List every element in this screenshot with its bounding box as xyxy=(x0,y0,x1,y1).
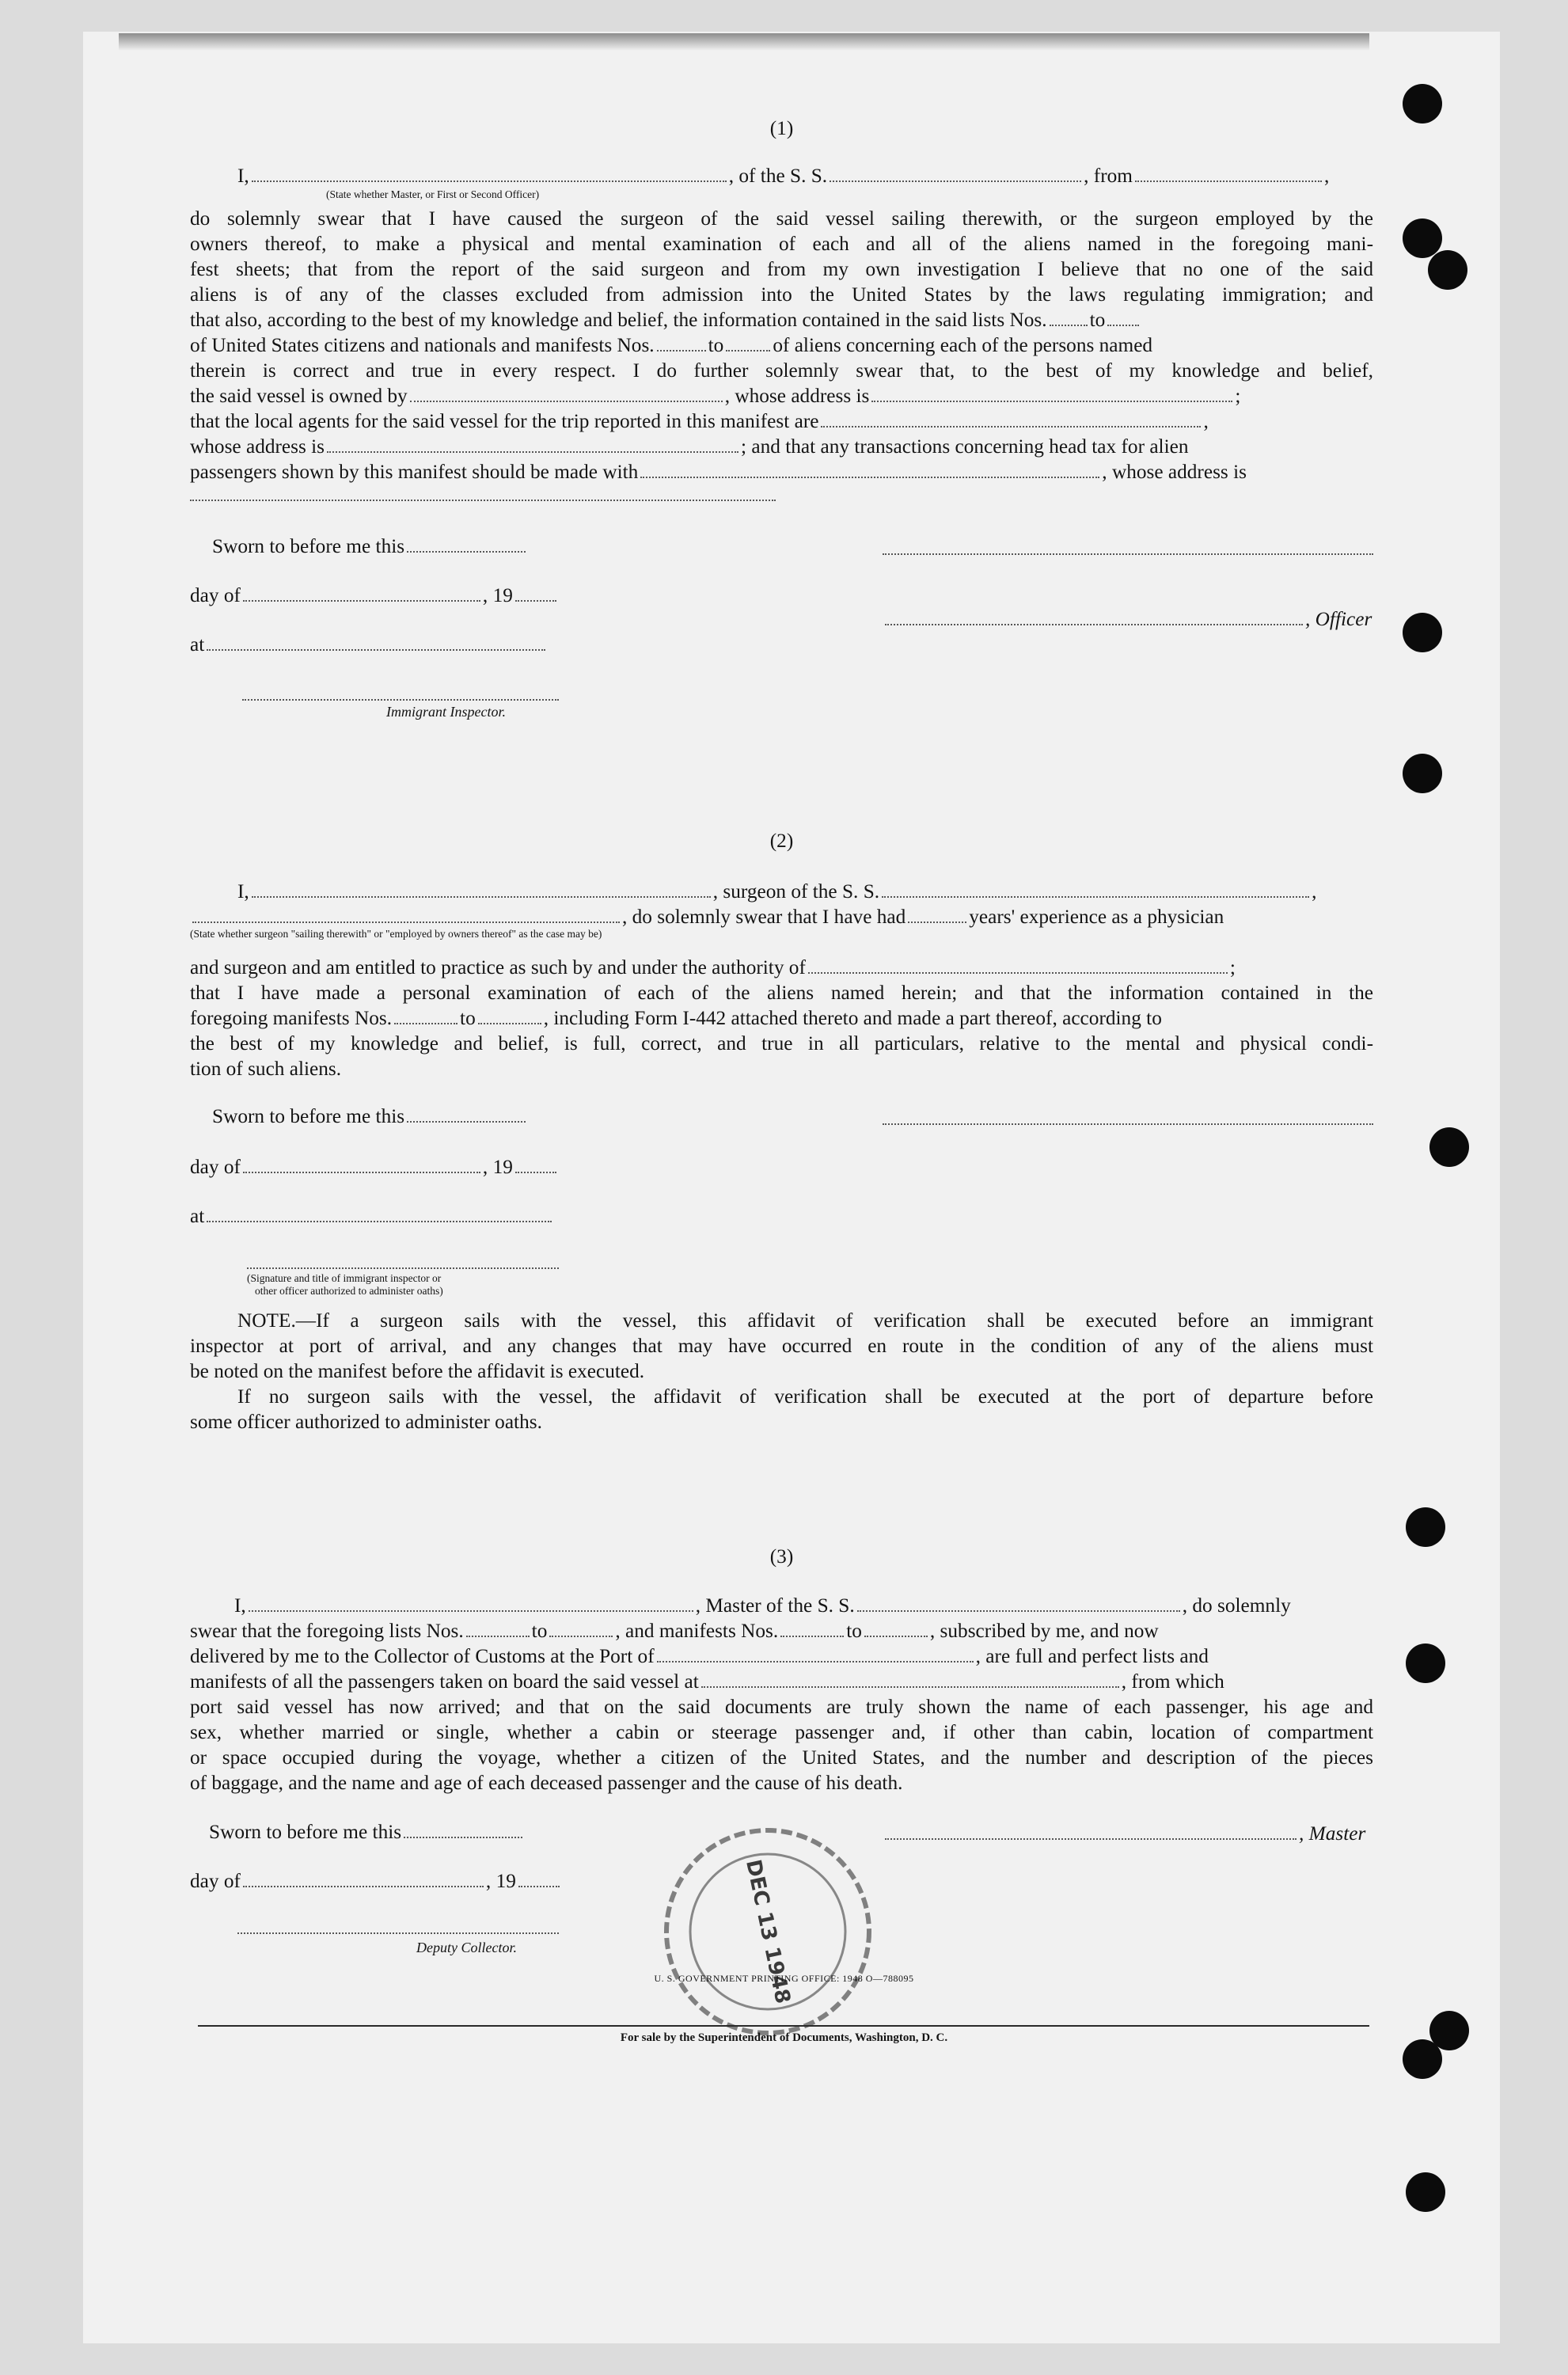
binder-hole xyxy=(1406,1507,1445,1547)
footer-rule xyxy=(198,2025,1369,2027)
binder-hole xyxy=(1403,2039,1442,2079)
section-2-para-line: tion of such aliens. xyxy=(190,1058,342,1080)
officer-signature-line: , Officer xyxy=(883,606,1373,632)
binder-hole xyxy=(1403,613,1442,652)
binder-hole xyxy=(1403,218,1442,258)
collector-signature-field xyxy=(237,1932,559,1934)
stamp-date: DEC 13 1948 xyxy=(741,1857,795,2006)
officer-note: (State whether Master, or First or Second Officer) xyxy=(326,188,540,200)
section-2-authority-line: and surgeon and am entitled to practice as such by and under the authority of ; xyxy=(190,956,1236,978)
section-3-para-line: sex, whether married or single, whether a cabin or steerage passenger and, if other than cabin, location of compartment xyxy=(190,1721,1373,1743)
section-3-sworn-line: Sworn to before me this xyxy=(190,1819,1373,1845)
section-1-manifests-line: of United States citizens and nationals and manifests Nos. to of aliens concerning each of the persons named xyxy=(190,334,1153,356)
printing-office-code: U. S. GOVERNMENT PRINTING OFFICE: 1948 O—788095 xyxy=(654,1973,914,1984)
section-1-owner-line: the said vessel is owned by , whose address is ; xyxy=(190,385,1241,407)
headtax-address-field xyxy=(190,499,776,501)
section-2-para-line: that I have made a personal examination of each of the aliens named herein; and that the information contained in the xyxy=(190,982,1373,1004)
section-3-line-2: swear that the foregoing lists Nos. to , and manifests Nos. to , subscribed by me, and now xyxy=(190,1620,1159,1642)
binder-hole xyxy=(1403,84,1442,124)
section-1-para-line: owners thereof, to make a physical and mental examination of each and all of the aliens named in the foregoing mani- xyxy=(190,233,1373,255)
section-3-line-3: delivered by me to the Collector of Customs at the Port of , are full and perfect lists and xyxy=(190,1645,1209,1667)
section-1-lists-line: that also, according to the best of my knowledge and belief, the information contained in the said lists Nos. to xyxy=(190,307,1373,332)
binder-hole xyxy=(1406,1644,1445,1683)
note-line: NOTE.—If a surgeon sails with the vessel, this affidavit of verification shall be executed before an immigrant xyxy=(237,1309,1373,1332)
section-3-para-line: port said vessel has now arrived; and that on the said documents are truly shown the name of each passenger, his age and xyxy=(190,1696,1373,1718)
section-1-para-line: fest sheets; that from the report of the said surgeon and from my own investigation I believe that no one of the said xyxy=(190,258,1373,280)
surgeon-signature-field xyxy=(883,1123,1373,1125)
section-1-para-line: therein is correct and true in every respect. I do further solemnly swear that, to the best of my knowledge and belief, xyxy=(190,359,1373,382)
section-3-number: (3) xyxy=(769,1545,794,1568)
section-2-number: (2) xyxy=(769,830,794,852)
note-line: some officer authorized to administer oaths. xyxy=(190,1411,542,1433)
note-line: be noted on the manifest before the affidavit is executed. xyxy=(190,1360,645,1382)
inspector-signature-field xyxy=(242,698,559,701)
section-1-agents-line: that the local agents for the said vessel for the trip reported in this manifest are , xyxy=(190,410,1209,432)
binder-hole xyxy=(1428,250,1467,290)
section-2-day-line: day of , 19 xyxy=(190,1154,1373,1180)
section-2-line-1: I, , surgeon of the S. S. , xyxy=(237,880,1317,902)
surgeon-note: (State whether surgeon "sailing therewith" or "employed by owners thereof" as the case may be) xyxy=(190,928,602,940)
section-3-para-line: or space occupied during the voyage, whether a citizen of the United States, and the number and description of the pieces xyxy=(190,1746,1373,1769)
section-1-para-line: aliens is of any of the classes excluded from admission into the United States by the laws regulating immigration; and xyxy=(190,283,1373,306)
section-2-sworn-line: Sworn to before me this xyxy=(190,1104,1373,1129)
section-1-address-line: whose address is ; and that any transactions concerning head tax for alien xyxy=(190,435,1189,458)
note-line: inspector at port of arrival, and any changes that may have occurred en route in the condition of any of the aliens must xyxy=(190,1335,1373,1357)
section-1-para-line: do solemnly swear that I have caused the surgeon of the said vessel sailing therewith, or the surgeon employed by the xyxy=(190,207,1373,230)
oath-officer-signature-field xyxy=(247,1267,559,1269)
binder-hole xyxy=(1403,754,1442,793)
section-3-line-1: I, , Master of the S. S. , do solemnly xyxy=(234,1594,1291,1617)
section-1-line-1: I, , of the S. S. , from , xyxy=(237,165,1330,187)
section-2-manifests-line: foregoing manifests Nos. to , including Form I-442 attached thereto and made a part thereof, according to xyxy=(190,1007,1162,1029)
section-3-para-line: of baggage, and the name and age of each deceased passenger and the cause of his death. xyxy=(190,1772,903,1794)
master-signature-field xyxy=(883,553,1373,555)
collector-label: Deputy Collector. xyxy=(416,1940,517,1955)
section-1-day-line: day of , 19 xyxy=(190,583,1373,608)
section-2-line-2: , do solemnly swear that I have had years' experience as a physician xyxy=(190,904,1373,929)
section-1-number: (1) xyxy=(769,117,794,139)
section-3-day-line: day of , 19 xyxy=(190,1868,1373,1894)
section-1-sworn-line: Sworn to before me this xyxy=(190,534,1373,559)
immigration-date-stamp xyxy=(657,1821,879,2042)
section-2-para-line: the best of my knowledge and belief, is full, correct, and true in all particulars, relative to the mental and physical condi- xyxy=(190,1032,1373,1054)
signature-note: other officer authorized to administer oaths) xyxy=(255,1285,443,1297)
section-1-at-line: at xyxy=(190,632,1373,657)
signature-note: (Signature and title of immigrant inspector or xyxy=(247,1272,442,1284)
section-1-headtax-line: passengers shown by this manifest should be made with , whose address is xyxy=(190,461,1247,483)
section-3-line-4: manifests of all the passengers taken on board the said vessel at , from which xyxy=(190,1670,1224,1693)
inspector-label: Immigrant Inspector. xyxy=(386,704,506,720)
binder-hole xyxy=(1406,2172,1445,2212)
footer-sale-notice: For sale by the Superintendent of Documents, Washington, D. C. xyxy=(620,2031,948,2044)
section-2-at-line: at xyxy=(190,1203,1373,1229)
note-line: If no surgeon sails with the vessel, the affidavit of verification shall be executed at the port of departure before xyxy=(237,1385,1373,1408)
master-signature-line: , Master xyxy=(883,1821,1373,1846)
binder-hole xyxy=(1429,1127,1469,1167)
